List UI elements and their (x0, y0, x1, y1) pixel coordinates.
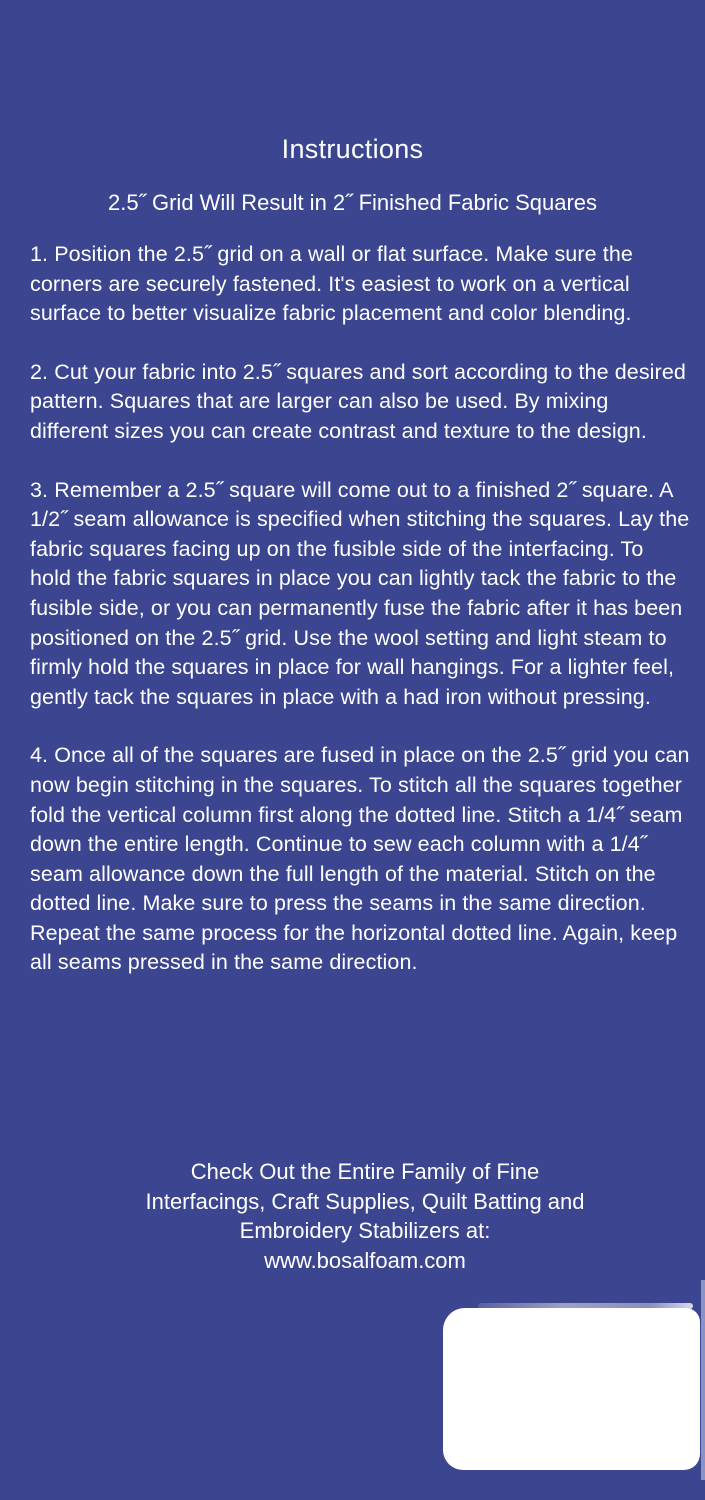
instruction-steps (30, 240, 690, 1007)
page-title: Instructions (281, 134, 424, 164)
step-4: 4. Once all of the squares are fused in place on the 2.5˝ grid you can now begin stitching in the squares. To stitch all the squares together fold the vertical column first along the dotted line. Stitch a 1/4˝ seam down the entire length. Continue to sew each column with a 1/4˝ seam allowance down the full length of the material. Stitch on the dotted line. Make sure to press the seams in the same direction. Repeat the same process for the horizontal dotted line. Again, keep all seams pressed in the same direction. (30, 743, 690, 975)
footer-line-1: Check Out the Entire Family of Fine (190, 1159, 540, 1184)
footer-line-3: Embroidery Stabilizers at: (239, 1218, 491, 1243)
step-3: 3. Remember a 2.5˝ square will come out to a finished 2˝ square. A 1/2˝ seam allowance is specified when stitching the squares. Lay the fabric squares facing up on the fusible side of the interfacing. To hold the fabric squares in place you can lightly tack the fabric to the fusible side, or you can permanently fuse the fabric after it has been positioned on the 2.5˝ grid. Use the wool setting and light steam to firmly hold the squares in place for wall hangings. For a lighter feel, gently tack the squares in place with a had iron without pressing. (30, 477, 690, 709)
footer-line-2: Interfacings, Craft Supplies, Quilt Batting and (145, 1188, 585, 1214)
website-link[interactable]: www.bosalfoam.com (264, 1247, 466, 1273)
footer-promo (0, 1157, 705, 1275)
page-subtitle: 2.5˝ Grid Will Result in 2˝ Finished Fabric Squares (107, 190, 598, 215)
step-2: 2. Cut your fabric into 2.5˝ squares and sort according to the desired pattern. Squares that are larger can also be used. By mixing different sizes you can create contrast and texture to the design. (30, 359, 686, 443)
blank-label-area (443, 1308, 700, 1470)
page-edge (701, 1280, 705, 1480)
step-1: 1. Position the 2.5˝ grid on a wall or flat surface. Make sure the corners are securely fastened. It's easiest to work on a vertical surface to better visualize fabric placement and color blending. (30, 242, 633, 326)
